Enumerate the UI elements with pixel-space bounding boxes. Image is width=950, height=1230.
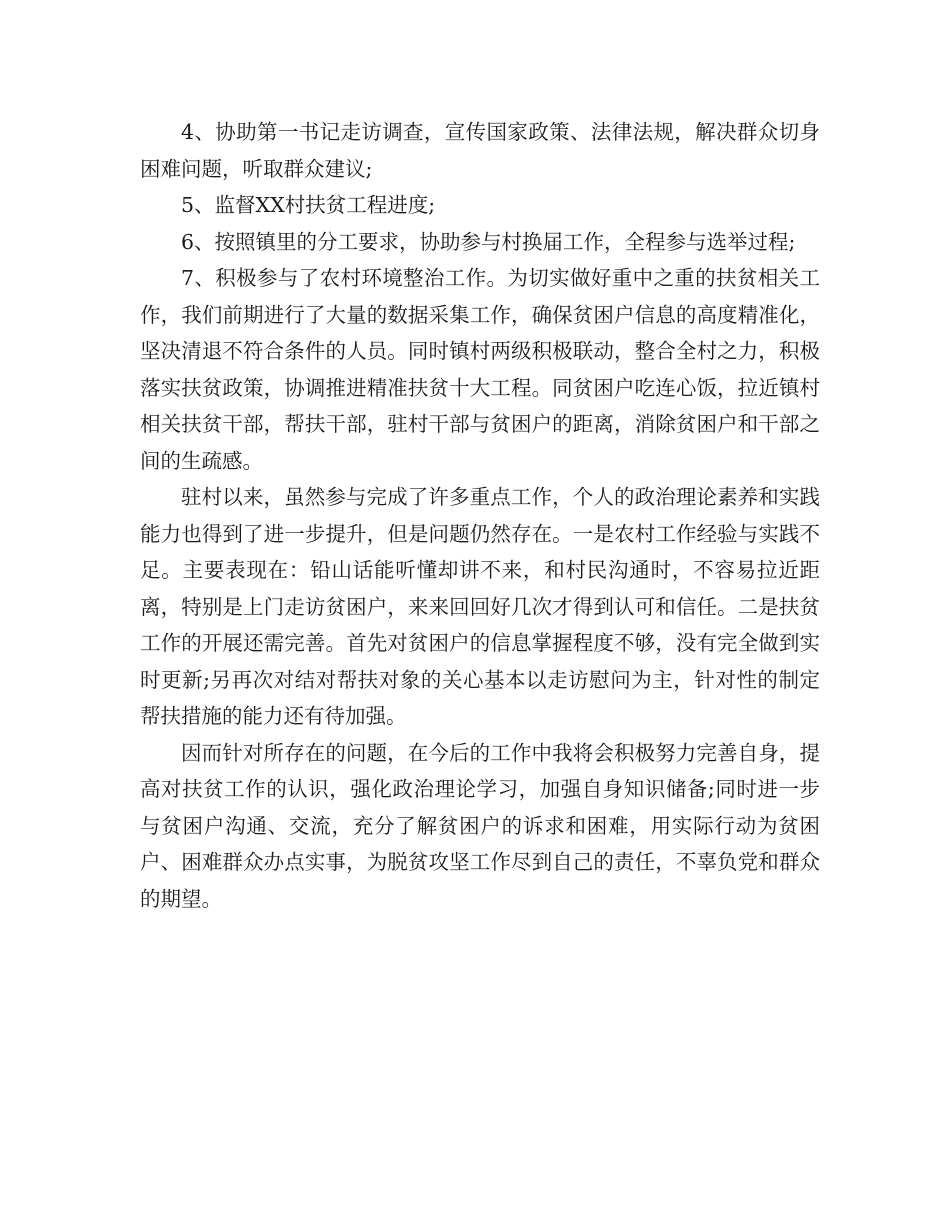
paragraph-item-6: 6、按照镇里的分工要求，协助参与村换届工作，全程参与选举过程; xyxy=(181,229,796,254)
paragraph-problems: 驻村以来，虽然参与完成了许多重点工作，个人的政治理论素养和实践能力也得到了进一步提升，但是问题仍然存在。一是农村工作经验与实践不足。主要表现在：铅山话能听懂却讲不来，和村民沟通时，不容易拉近距离，特别是上门走访贫困户，来来回回好几次才得到认可和信任。二是扶贫工作的开展还需完善。首先对贫困户的信息掌握程度不够，没有完全做到实时更新;另再次对结对帮扶对象的关心基本以走访慰问为主，针对性的制定帮扶措施的能力还有待加强。 xyxy=(140,485,820,728)
paragraph-item-4: 4、协助第一书记走访调查，宣传国家政策、法律法规，解决群众切身困难问题，听取群众建议; xyxy=(140,120,820,181)
paragraph-item-7: 7、积极参与了农村环境整治工作。为切实做好重中之重的扶贫相关工作，我们前期进行了大量的数据采集工作，确保贫困户信息的高度精准化，坚决清退不符合条件的人员。同时镇村两级积极联动，整合全村之力，积极落实扶贫政策，协调推进精准扶贫十大工程。同贫困户吃连心饭，拉近镇村相关扶贫干部，帮扶干部，驻村干部与贫困户的距离，消除贫困户和干部之间的生疏感。 xyxy=(140,266,820,473)
paragraph-improvement: 因而针对所存在的问题，在今后的工作中我将会积极努力完善自身，提高对扶贫工作的认识，强化政治理论学习，加强自身知识储备;同时进一步与贫困户沟通、交流，充分了解贫困户的诉求和困难，用实际行动为贫困户、困难群众办点实事，为脱贫攻坚工作尽到自己的责任，不辜负党和群众的期望。 xyxy=(140,740,820,911)
document-body xyxy=(140,114,820,917)
paragraph-item-5: 5、监督XX村扶贫工程进度; xyxy=(181,193,436,217)
